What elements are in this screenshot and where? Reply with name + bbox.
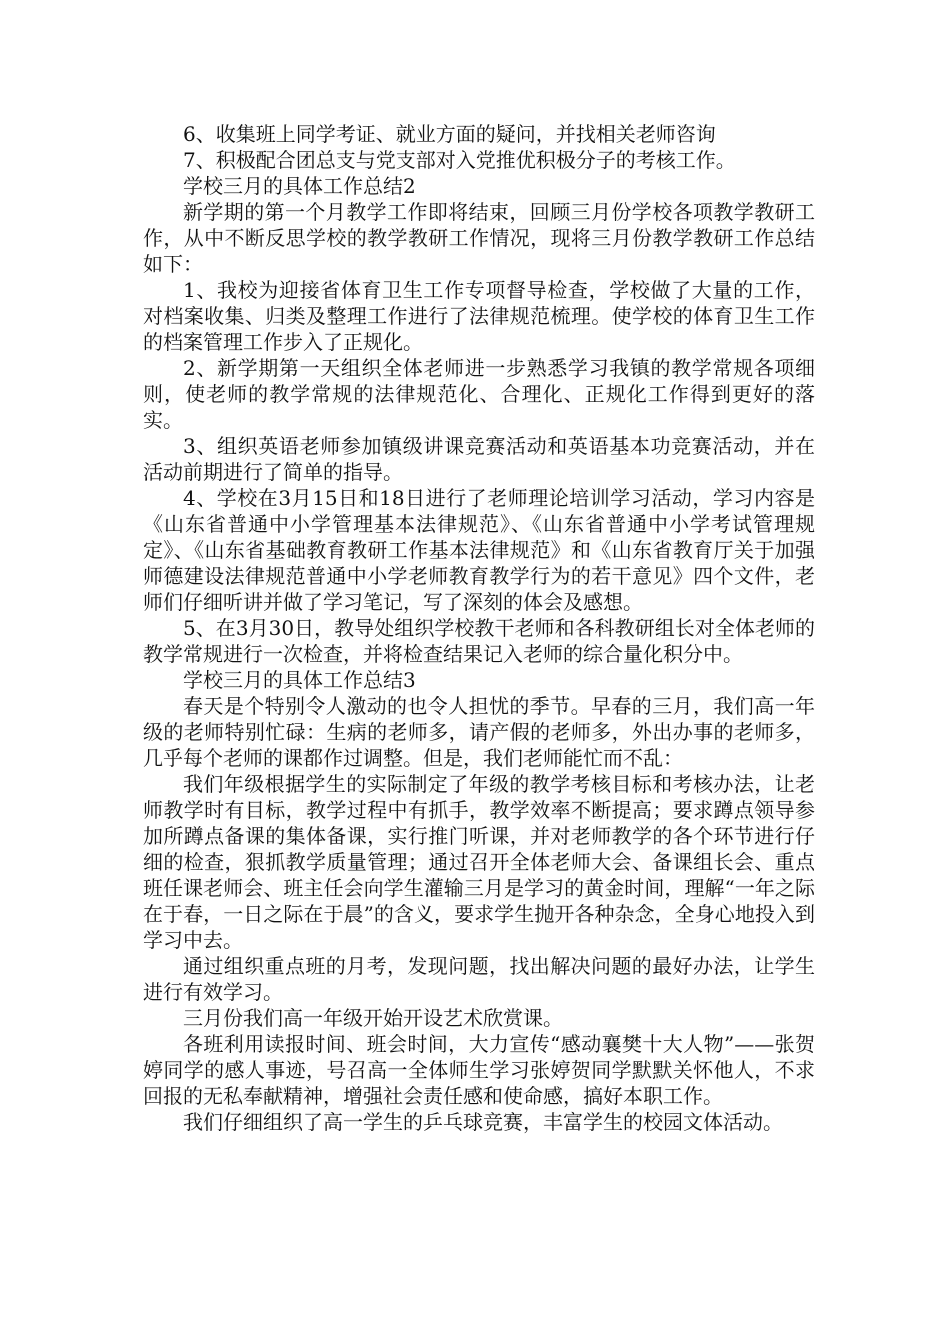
paragraph: 三月份我们高一年级开始开设艺术欣赏课。 (183, 1006, 563, 1030)
list-item-7: 7、积极配合团总支与党支部对入党推优积极分子的考核工作。 (183, 148, 736, 172)
list-item-3: 3、组织英语老师参加镇级讲课竞赛活动和英语基本功竞赛活动，并在活动前期进行了简单的指导。 (143, 434, 815, 484)
section-heading-3: 学校三月的具体工作总结3 (183, 668, 416, 692)
list-item-4: 4、学校在3月15日和18日进行了老师理论培训学习活动，学习内容是《山东省普通中小学管理基本法律规范》、《山东省普通中小学考试管理规定》、《山东省基础教育教研工作基本法律规范》和《山东省教育厅关于加强师德建设法律规范普通中小学老师教育教学行为的若干意见》四个文件，老师们仔细听讲并做了学习笔记，写了深刻的体会及感想。 (143, 486, 815, 614)
document-body (143, 121, 815, 1135)
paragraph: 各班利用读报时间、班会时间，大力宣传“感动襄樊十大人物”——张贺婷同学的感人事迹，号召高一全体师生学习张婷贺同学默默关怀他人，不求回报的无私奉献精神，增强社会责任感和使命感，搞好本职工作。 (143, 1032, 815, 1108)
list-item-1: 1、我校为迎接省体育卫生工作专项督导检查，学校做了大量的工作，对档案收集、归类及整理工作进行了法律规范梳理。使学校的体育卫生工作的档案管理工作步入了正规化。 (143, 278, 815, 354)
section-heading-2: 学校三月的具体工作总结2 (183, 174, 416, 198)
paragraph-intro-2: 新学期的第一个月教学工作即将结束，回顾三月份学校各项教学教研工作，从中不断反思学校的教学教研工作情况，现将三月份教学教研工作总结如下： (143, 200, 815, 276)
paragraph: 我们仔细组织了高一学生的乒乓球竞赛，丰富学生的校园文体活动。 (183, 1110, 783, 1134)
list-item-5: 5、在3月30日，教导处组织学校教干老师和各科教研组长对全体老师的教学常规进行一次检查，并将检查结果记入老师的综合量化积分中。 (143, 616, 815, 666)
list-item-6: 6、收集班上同学考证、就业方面的疑问，并找相关老师咨询 (183, 122, 716, 146)
paragraph: 通过组织重点班的月考，发现问题，找出解决问题的最好办法，让学生进行有效学习。 (143, 954, 815, 1004)
paragraph: 我们年级根据学生的实际制定了年级的教学考核目标和考核办法，让老师教学时有目标，教学过程中有抓手，教学效率不断提高；要求蹲点领导参加所蹲点备课的集体备课，实行推门听课，并对老师教学的各个环节进行仔细的检查，狠抓教学质量管理；通过召开全体老师大会、备课组长会、重点班任课老师会、班主任会向学生灌输三月是学习的黄金时间，理解“一年之际在于春，一日之际在于晨”的含义，要求学生抛开各种杂念，全身心地投入到学习中去。 (143, 772, 815, 952)
paragraph-intro-3: 春天是个特别令人激动的也令人担忧的季节。早春的三月，我们高一年级的老师特别忙碌：生病的老师多，请产假的老师多，外出办事的老师多，几乎每个老师的课都作过调整。但是，我们老师能忙而不乱： (143, 694, 815, 770)
list-item-2: 2、新学期第一天组织全体老师进一步熟悉学习我镇的教学常规各项细则，使老师的教学常规的法律规范化、合理化、正规化工作得到更好的落实。 (143, 356, 815, 432)
